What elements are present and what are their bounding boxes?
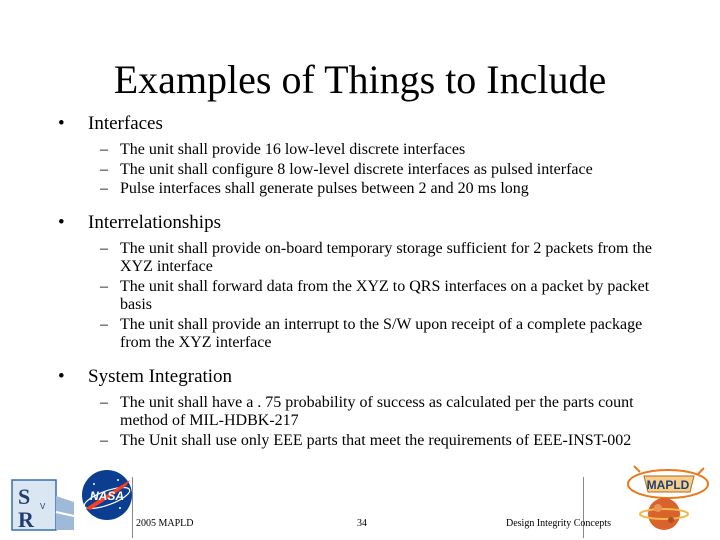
bullet-interfaces (58, 112, 668, 136)
sub-bullet-text: The unit shall have a . 75 probability of success as calculated per the parts count method of MIL-HDBK-217 (120, 393, 634, 429)
sub-bullet (100, 316, 668, 353)
nasa-logo (80, 468, 134, 522)
bullet-dot: • (58, 211, 65, 233)
section-system-integration (58, 365, 668, 451)
bullet-system-integration (58, 365, 668, 389)
dash-marker: – (100, 180, 108, 197)
sub-bullet (100, 240, 668, 277)
slide-body (58, 112, 668, 462)
sub-bullet-text: The unit shall provide on-board temporary storage sufficient for 2 packets from the XYZ interface (120, 239, 652, 275)
dash-marker: – (100, 393, 108, 411)
dash-marker: – (100, 160, 108, 178)
bullet-dot: • (58, 113, 65, 134)
sub-bullet (100, 394, 668, 431)
sub-bullet-text: The unit shall configure 8 low-level discrete interfaces as pulsed interface (120, 160, 593, 178)
sub-bullet-text: The unit shall provide 16 low-level discrete interfaces (120, 141, 466, 158)
footer-left-text: 2005 MAPLD (136, 518, 194, 529)
sr-logo (10, 476, 76, 536)
sub-bullet (100, 180, 668, 199)
sub-bullet (100, 141, 668, 160)
slide-footer (0, 462, 720, 540)
sub-bullet (100, 161, 668, 180)
section-interfaces (58, 112, 668, 199)
footer-right-text: Design Integrity Concepts (506, 518, 611, 529)
sub-bullet-text: The Unit shall use only EEE parts that meet the requirements of EEE-INST-002 (120, 431, 632, 449)
bullet-heading: System Integration (88, 365, 233, 387)
dash-marker: – (100, 315, 108, 333)
svg-text:MAPLD: MAPLD (646, 478, 690, 492)
sub-bullet (100, 432, 668, 451)
dash-marker: – (100, 431, 108, 449)
sub-bullet-text: The unit shall forward data from the XYZ to QRS interfaces on a packet by packet basis (120, 277, 650, 313)
svg-text:V: V (40, 502, 46, 511)
bullet-heading: Interfaces (88, 113, 163, 134)
sub-bullet (100, 278, 668, 315)
slide-title: Examples of Things to Include (113, 57, 607, 102)
bullet-dot: • (58, 365, 65, 387)
bullet-heading: Interrelationships (88, 211, 221, 233)
page-number: 34 (357, 518, 367, 529)
dash-marker: – (100, 141, 108, 158)
sub-bullet-text: Pulse interfaces shall generate pulses between 2 and 20 ms long (120, 180, 529, 197)
mapld-logo (624, 462, 714, 536)
sub-bullet-text: The unit shall provide an interrupt to the S/W upon receipt of a complete package from the XYZ interface (120, 315, 643, 351)
dash-marker: – (100, 277, 108, 295)
bullet-interrelationships (58, 211, 668, 235)
svg-text:R: R (18, 507, 34, 532)
dash-marker: – (100, 239, 108, 257)
section-interrelationships (58, 211, 668, 353)
svg-text:NASA: NASA (89, 489, 125, 503)
svg-text:S: S (18, 484, 31, 509)
